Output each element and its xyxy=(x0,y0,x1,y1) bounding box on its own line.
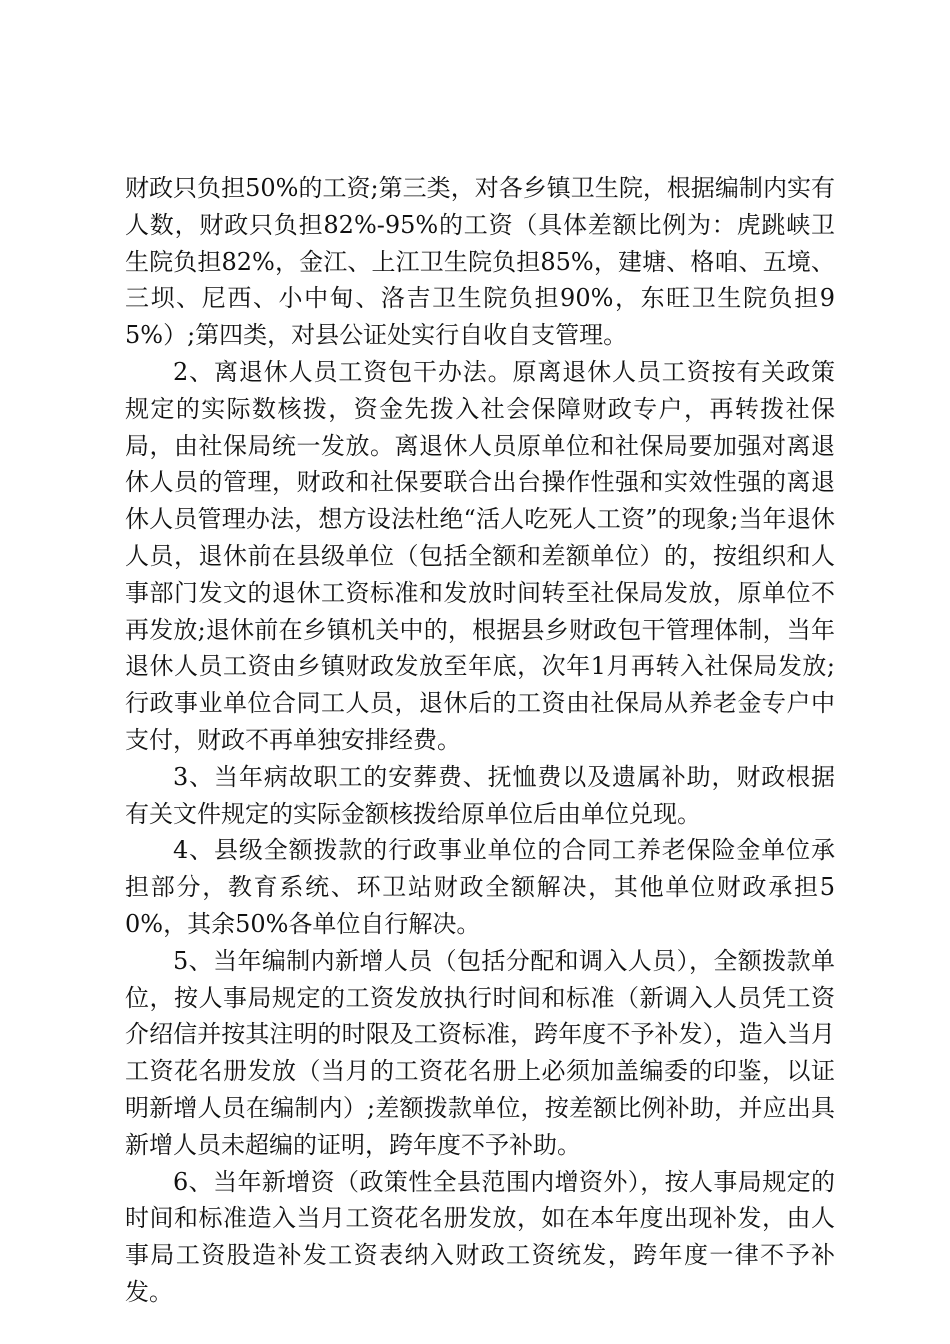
paragraph-item-4: 4、县级全额拨款的行政事业单位的合同工养老保险金单位承担部分，教育系统、环卫站财政全额解决，其他单位财政承担50%，其余50%各单位自行解决。 xyxy=(125,836,835,938)
paragraph-item-6: 6、当年新增资（政策性全县范围内增资外），按人事局规定的时间和标准造入当月工资花名册发放，如在本年度出现补发，由人事局工资股造补发工资表纳入财政工资统发，跨年度一律不予补发。 xyxy=(125,1167,835,1306)
document-body xyxy=(125,170,835,1311)
paragraph-item-5: 5、当年编制内新增人员（包括分配和调入人员），全额拨款单位，按人事局规定的工资发放执行时间和标准（新调入人员凭工资介绍信并按其注明的时限及工资标准，跨年度不予补发），造入当月工资花名册发放（当月的工资花名册上必须加盖编委的印鉴，以证明新增人员在编制内）;差额拨款单位，按差额比例补助，并应出具新增人员未超编的证明，跨年度不予补助。 xyxy=(125,946,835,1159)
paragraph-continued: 财政只负担50%的工资;第三类，对各乡镇卫生院，根据编制内实有人数，财政只负担82%-95%的工资（具体差额比例为：虎跳峡卫生院负担82%，金江、上江卫生院负担85%，建塘、格咱、五境、三坝、尼西、小中甸、洛吉卫生院负担90%，东旺卫生院负担95%）;第四类，对县公证处实行自收自支管理。 xyxy=(125,174,835,350)
paragraph-item-2: 2、离退休人员工资包干办法。原离退休人员工资按有关政策规定的实际数核拨，资金先拨入社会保障财政专户，再转拨社保局，由社保局统一发放。离退休人员原单位和社保局要加强对离退休人员的管理，财政和社保要联合出台操作性强和实效性强的离退休人员管理办法，想方设法杜绝“活人吃死人工资”的现象;当年退休人员，退休前在县级单位（包括全额和差额单位）的，按组织和人事部门发文的退休工资标准和发放时间转至社保局发放，原单位不再发放;退休前在乡镇机关中的，根据县乡财政包干管理体制，当年退休人员工资由乡镇财政发放至年底，次年1月再转入社保局发放;行政事业单位合同工人员，退休后的工资由社保局从养老金专户中支付，财政不再单独安排经费。 xyxy=(125,357,835,754)
paragraph-item-3: 3、当年病故职工的安葬费、抚恤费以及遗属补助，财政根据有关文件规定的实际金额核拨给原单位后由单位兑现。 xyxy=(125,762,835,828)
